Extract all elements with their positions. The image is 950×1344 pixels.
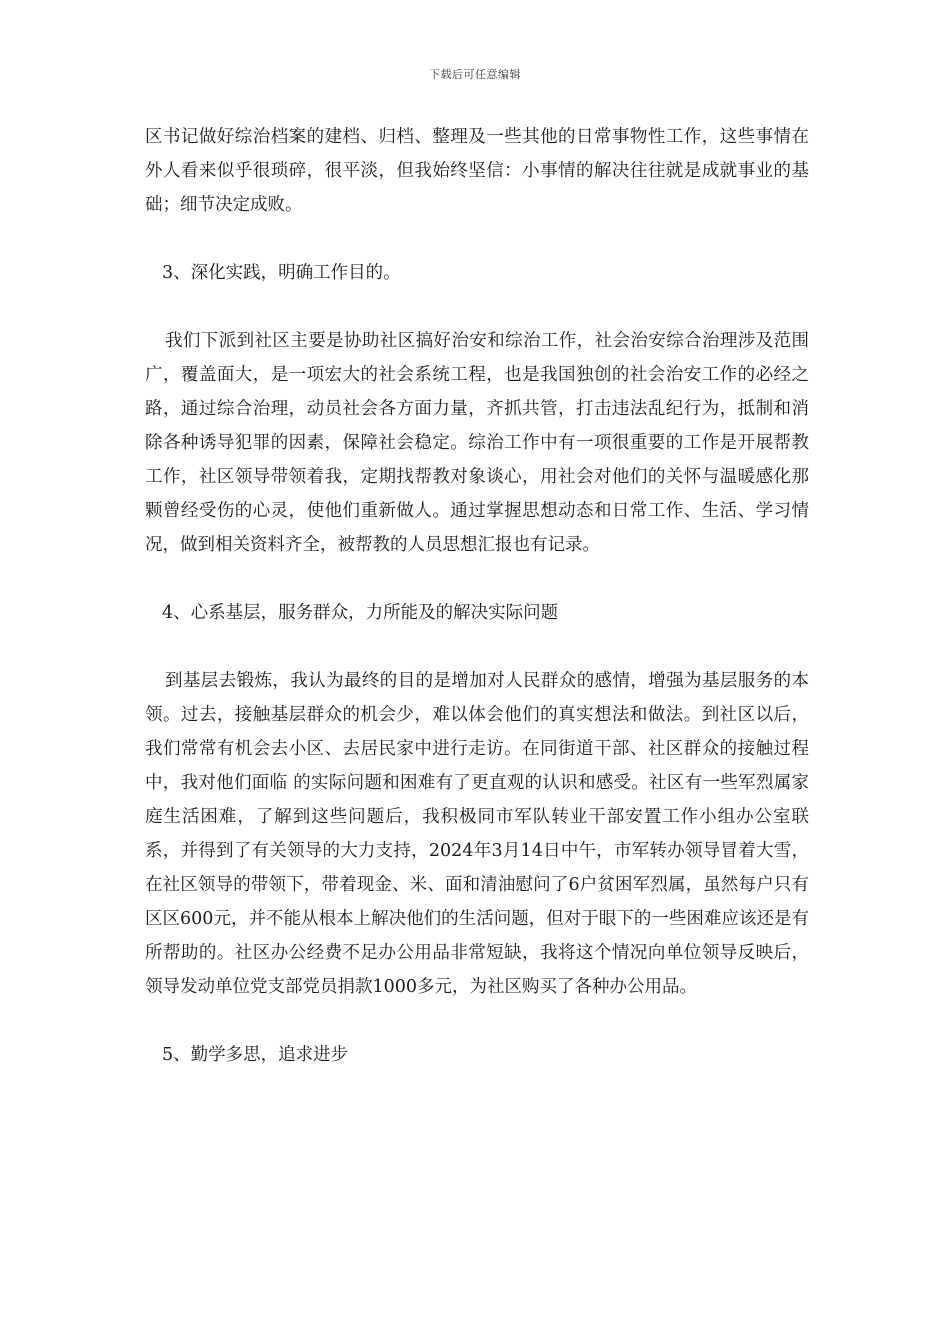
- section-heading-3: 3、深化实践，明确工作目的。: [162, 263, 401, 283]
- section-heading-5: 5、勤学多思，追求进步: [162, 1045, 349, 1065]
- paragraph-gap: [145, 290, 809, 324]
- paragraph-gap: [145, 562, 809, 596]
- paragraph-archives: 区书记做好综治档案的建档、归档、整理及一些其他的日常事物性工作，这些事情在外人看来似乎很琐碎，很平淡，但我始终坚信：小事情的解决往往就是成就事业的基础；细节决定成败。: [145, 127, 809, 215]
- paragraph-grassroots: 到基层去锻炼，我认为最终的目的是增加对人民群众的感情，增强为基层服务的本领。过去，接触基层群众的机会少，难以体会他们的真实想法和做法。到社区以后，我们常常有机会去小区、去居民家中进行走访。在同街道干部、社区群众的接触过程中，我对他们面临 的实际问题和困难有了更直观的认识和感受。社区有一些军烈属家庭生活困难，了解到这些问题后，我积极同市军队转业干部安置工作小组办公室联系，并得到了有关领导的大力支持，2024年3月14日中午，市军转办领导冒着大雪，在社区领导的带领下，带着现金、米、面和清油慰问了6户贫困军烈属，虽然每户只有区区600元，并不能从根本上解决他们的生活问题，但对于眼下的一些困难应该还是有所帮助的。社区办公经费不足办公用品非常短缺，我将这个情况向单位领导反映后，领导发动单位党支部党员捐款1000多元，为社区购买了各种办公用品。: [145, 671, 809, 997]
- paragraph-gap: [145, 222, 809, 256]
- paragraph-security-work: 我们下派到社区主要是协助社区搞好治安和综治工作，社会治安综合治理涉及范围广，覆盖面大，是一项宏大的社会系统工程，也是我国独创的社会治安工作的必经之路，通过综合治理，动员社会各方面力量，齐抓共管，打击违法乱纪行为，抵制和消除各种诱导犯罪的因素，保障社会稳定。综治工作中有一项很重要的工作是开展帮教工作，社区领导带领着我，定期找帮教对象谈心，用社会对他们的关怀与温暖感化那颗曾经受伤的心灵，使他们重新做人。通过掌握思想动态和日常工作、生活、学习情况，做到相关资料齐全，被帮教的人员思想汇报也有记录。: [145, 331, 809, 555]
- paragraph-gap: [145, 1004, 809, 1038]
- document-body: [145, 120, 809, 1072]
- page-header: 下载后可任意编辑: [429, 68, 521, 81]
- paragraph-gap: [145, 630, 809, 664]
- section-heading-4: 4、心系基层，服务群众，力所能及的解决实际问题: [162, 603, 559, 623]
